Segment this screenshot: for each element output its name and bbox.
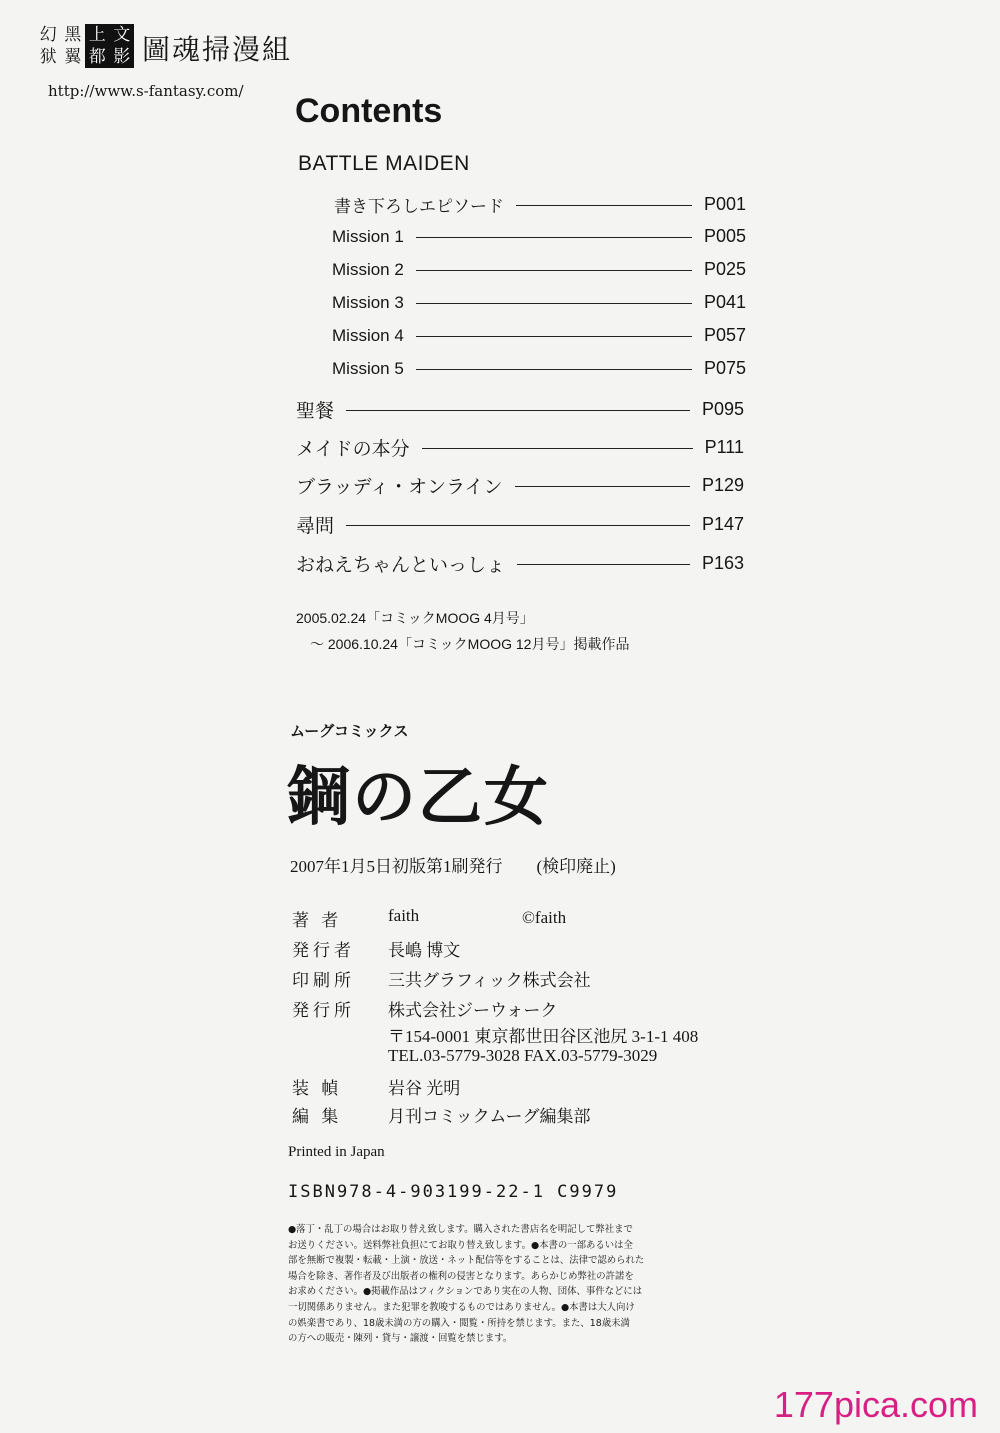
toc-label: 書き下ろしエピソード [334, 197, 504, 216]
footer-site-watermark: 177pica.com [773, 1384, 978, 1425]
logo-char: 黑 [64, 25, 82, 45]
toc-page: P111 [704, 437, 744, 457]
notice-line: 場合を除き、著作者及び出版者の権利の侵害となります。あらかじめ弊社の許諾を [288, 1270, 634, 1282]
toc-entry [332, 226, 746, 247]
legal-notice [288, 1222, 726, 1347]
printer-value: 三共グラフィック株式会社 [388, 971, 591, 990]
toc-label: Mission 5 [332, 358, 404, 378]
toc-label: メイドの本分 [296, 439, 410, 460]
toc-page: P163 [701, 553, 744, 573]
toc-page: P095 [701, 399, 744, 419]
toc-label: 尋問 [296, 516, 335, 537]
notice-line: 一切関係ありません。また犯罪を教唆するものではありません。●本書は大人向け [288, 1301, 635, 1313]
issuer-value: 長嶋 博文 [388, 941, 461, 960]
toc-entry [334, 192, 746, 217]
toc-label: Mission 1 [332, 226, 404, 246]
toc-page: P005 [703, 226, 746, 246]
notice-line: ●落丁・乱丁の場合はお取り替え致します。購入された書店名を明記して弊社まで [288, 1224, 633, 1235]
toc-leader [416, 369, 692, 370]
toc-entry [296, 550, 744, 577]
toc-leader [346, 525, 690, 526]
toc-entry [332, 259, 746, 280]
toc-label: 聖餐 [296, 401, 335, 422]
toc-leader [422, 448, 693, 449]
edition-note: (検印廃止) [536, 857, 616, 876]
publication-start: 2005.02.24「コミックMOOG 4月号」 [296, 610, 534, 626]
toc-entry [296, 434, 744, 461]
author-key: 著 者 [292, 911, 343, 930]
isbn: ISBN978-4-903199-22-1 C9979 [288, 1182, 619, 1202]
logo-char: 上 [85, 24, 110, 46]
publication-end: ～ 2006.10.24「コミックMOOG 12月号」掲載作品 [310, 636, 630, 652]
toc-leader [517, 564, 690, 565]
notice-line: 部を無断で複製・転載・上演・放送・ネット配信等をすることは、法律で認められた [288, 1255, 645, 1267]
design-value: 岩谷 光明 [388, 1079, 461, 1098]
publisher-value: 株式会社ジーウォーク [388, 1001, 558, 1020]
publisher-address: 〒154-0001 東京都世田谷区池尻 3-1-1 408 [388, 1027, 699, 1046]
toc-leader [515, 486, 690, 487]
copyright: ©faith [522, 908, 567, 927]
toc-entry [296, 511, 744, 538]
toc-entry [332, 358, 746, 379]
toc-page: P129 [701, 475, 744, 495]
scanlation-group-name: 圖魂掃漫組 [142, 33, 293, 66]
toc-label: おねえちゃんといっしょ [296, 555, 506, 576]
notice-line: お送りください。送料弊社負担にてお取り替え致します。●本書の一部あるいは全 [288, 1239, 633, 1251]
toc-leader [416, 303, 692, 304]
logo-char: 都 [85, 46, 110, 68]
toc-entry [296, 396, 744, 423]
publisher-phone: TEL.03-5779-3028 FAX.03-5779-3029 [388, 1046, 658, 1065]
edition-line [290, 852, 616, 877]
toc-leader [416, 270, 692, 271]
toc-leader [516, 205, 692, 206]
scanlation-url: http://www.s-fantasy.com/ [48, 82, 244, 100]
contents-title: Contents [295, 92, 443, 130]
author-value: faith [388, 906, 420, 925]
edition-date: 2007年1月5日初版第1刷発行 [290, 857, 503, 876]
issuer-key: 発行者 [292, 941, 355, 960]
toc-page: P057 [703, 325, 746, 345]
printer-key: 印刷所 [292, 971, 355, 990]
book-title: 鋼の乙女 [286, 760, 550, 835]
toc-label: Mission 3 [332, 292, 404, 312]
editor-key: 編 集 [292, 1107, 343, 1126]
logo-char: 文 [110, 24, 135, 46]
toc-page: P041 [703, 292, 746, 312]
notice-line: の方への販売・陳列・貸与・譲渡・回覧を禁じます。 [288, 1333, 513, 1345]
notice-line: の娯楽書であり、18歳未満の方の購入・閲覧・所持を禁じます。また、18歳未満 [288, 1317, 630, 1329]
toc-leader [416, 237, 692, 238]
toc-entry [332, 325, 746, 346]
toc-entry [296, 472, 744, 499]
toc-leader [416, 336, 692, 337]
toc-entry [332, 292, 746, 313]
section-heading: BATTLE MAIDEN [298, 152, 470, 175]
logo-char: 影 [110, 46, 135, 68]
toc-label: Mission 4 [332, 325, 404, 345]
editor-value: 月刊コミックムーグ編集部 [388, 1107, 591, 1126]
publisher-key: 発行所 [292, 1001, 355, 1020]
logo-char: 狱 [39, 47, 57, 67]
toc-page: P025 [703, 259, 746, 279]
toc-label: ブラッディ・オンライン [296, 477, 503, 498]
logo-char: 翼 [64, 47, 82, 67]
printed-in: Printed in Japan [288, 1144, 385, 1160]
toc-page: P001 [703, 194, 746, 214]
design-key: 装 幀 [292, 1079, 343, 1098]
toc-page: P075 [703, 358, 746, 378]
scanlation-logo [36, 24, 134, 68]
notice-line: お求めください。●掲載作品はフィクションであり実在の人物、団体、事件などには [288, 1286, 643, 1298]
logo-char: 幻 [39, 25, 57, 45]
toc-page: P147 [701, 514, 744, 534]
toc-leader [346, 410, 690, 411]
toc-label: Mission 2 [332, 259, 404, 279]
series-label: ムーグコミックス [290, 723, 409, 740]
